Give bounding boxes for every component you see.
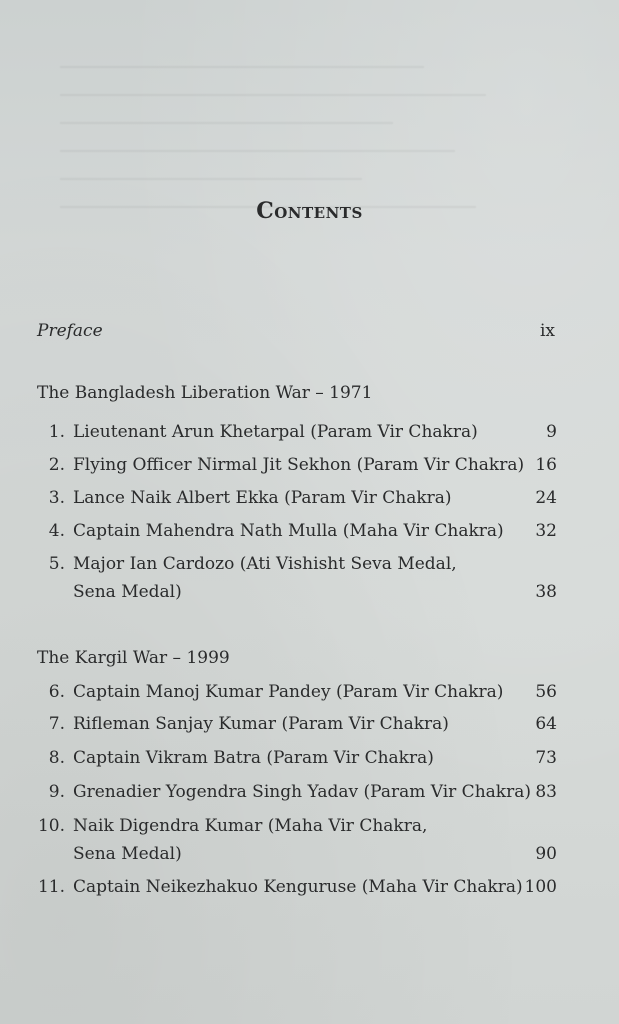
entry-page-number: 64 [535, 714, 557, 734]
entry-title-continued: Sena Medal) [73, 844, 182, 864]
entry-number: 7. [48, 714, 65, 734]
entry-title: Captain Vikram Batra (Param Vir Chakra) [73, 748, 434, 768]
entry-page-number: 32 [535, 521, 557, 541]
entry-page-number: 73 [535, 748, 557, 768]
entry-page-number: 56 [535, 682, 557, 702]
entry-title: Rifleman Sanjay Kumar (Param Vir Chakra) [73, 714, 449, 734]
entry-number: 5. [48, 554, 65, 574]
entry-title: Captain Manoj Kumar Pandey (Param Vir Chakra) [73, 682, 504, 702]
entry-page-number: 90 [535, 844, 557, 864]
book-page: Contents Preface ix The Bangladesh Liberation War – 1971 1. Lieutenant Arun Khetarpal (Param Vir Chakra) 9 2. Flying Officer Nirmal Jit Sekhon (Param Vir Chakra) 16 3. Lance Naik Albert Ekka (Param Vir Chakra) 24 4. Captain Mahendra Nath Mulla (Maha Vir Chakra) 32 5. Major Ian Cardozo (Ati Vishisht Seva Medal, Sena Medal) 38 The Kargil War – 1999 6. Captain Manoj Kumar Pandey (Param Vir Chakra) 56 7. Rifleman Sanjay Kumar (Param Vir Chakra) 64 8. Captain Vikram Batra (Param Vir Chakra) 73 9. Grenadier Yogendra Singh Yadav (Param Vir Chakra) 83 10. Naik Digendra Kumar (Maha Vir Chakra, Sena Medal) 90 11. Captain Neikezhakuo Kenguruse (Maha Vir Chakra) 100 [0, 0, 619, 1024]
preface-label: Preface [37, 321, 103, 341]
entry-title: Grenadier Yogendra Singh Yadav (Param Vir Chakra) [73, 782, 531, 802]
preface-page-number: ix [540, 321, 556, 341]
bleed-through-text [60, 40, 580, 280]
entry-number: 4. [48, 521, 65, 541]
entry-title: Naik Digendra Kumar (Maha Vir Chakra, [73, 816, 428, 836]
entry-number: 11. [37, 877, 65, 897]
entry-page-number: 83 [535, 782, 557, 802]
entry-page-number: 9 [546, 422, 557, 442]
entry-number: 10. [37, 816, 65, 836]
entry-page-number: 16 [535, 455, 557, 475]
entry-title-continued: Sena Medal) [73, 582, 182, 602]
entry-number: 1. [48, 422, 65, 442]
entry-number: 6. [48, 682, 65, 702]
entry-title: Lance Naik Albert Ekka (Param Vir Chakra) [73, 488, 452, 508]
entry-title: Major Ian Cardozo (Ati Vishisht Seva Medal, [73, 554, 457, 574]
entry-title: Captain Neikezhakuo Kenguruse (Maha Vir Chakra) [73, 877, 523, 897]
entry-page-number: 24 [535, 488, 557, 508]
page-title: Contents [256, 198, 363, 224]
entry-number: 8. [48, 748, 65, 768]
entry-page-number: 100 [524, 877, 557, 897]
entry-page-number: 38 [535, 582, 557, 602]
entry-title: Flying Officer Nirmal Jit Sekhon (Param Vir Chakra) [73, 455, 525, 475]
entry-title: Captain Mahendra Nath Mulla (Maha Vir Chakra) [73, 521, 504, 541]
entry-number: 9. [48, 782, 65, 802]
entry-title: Lieutenant Arun Khetarpal (Param Vir Chakra) [73, 422, 478, 442]
entry-number: 2. [48, 455, 65, 475]
entry-number: 3. [48, 488, 65, 508]
